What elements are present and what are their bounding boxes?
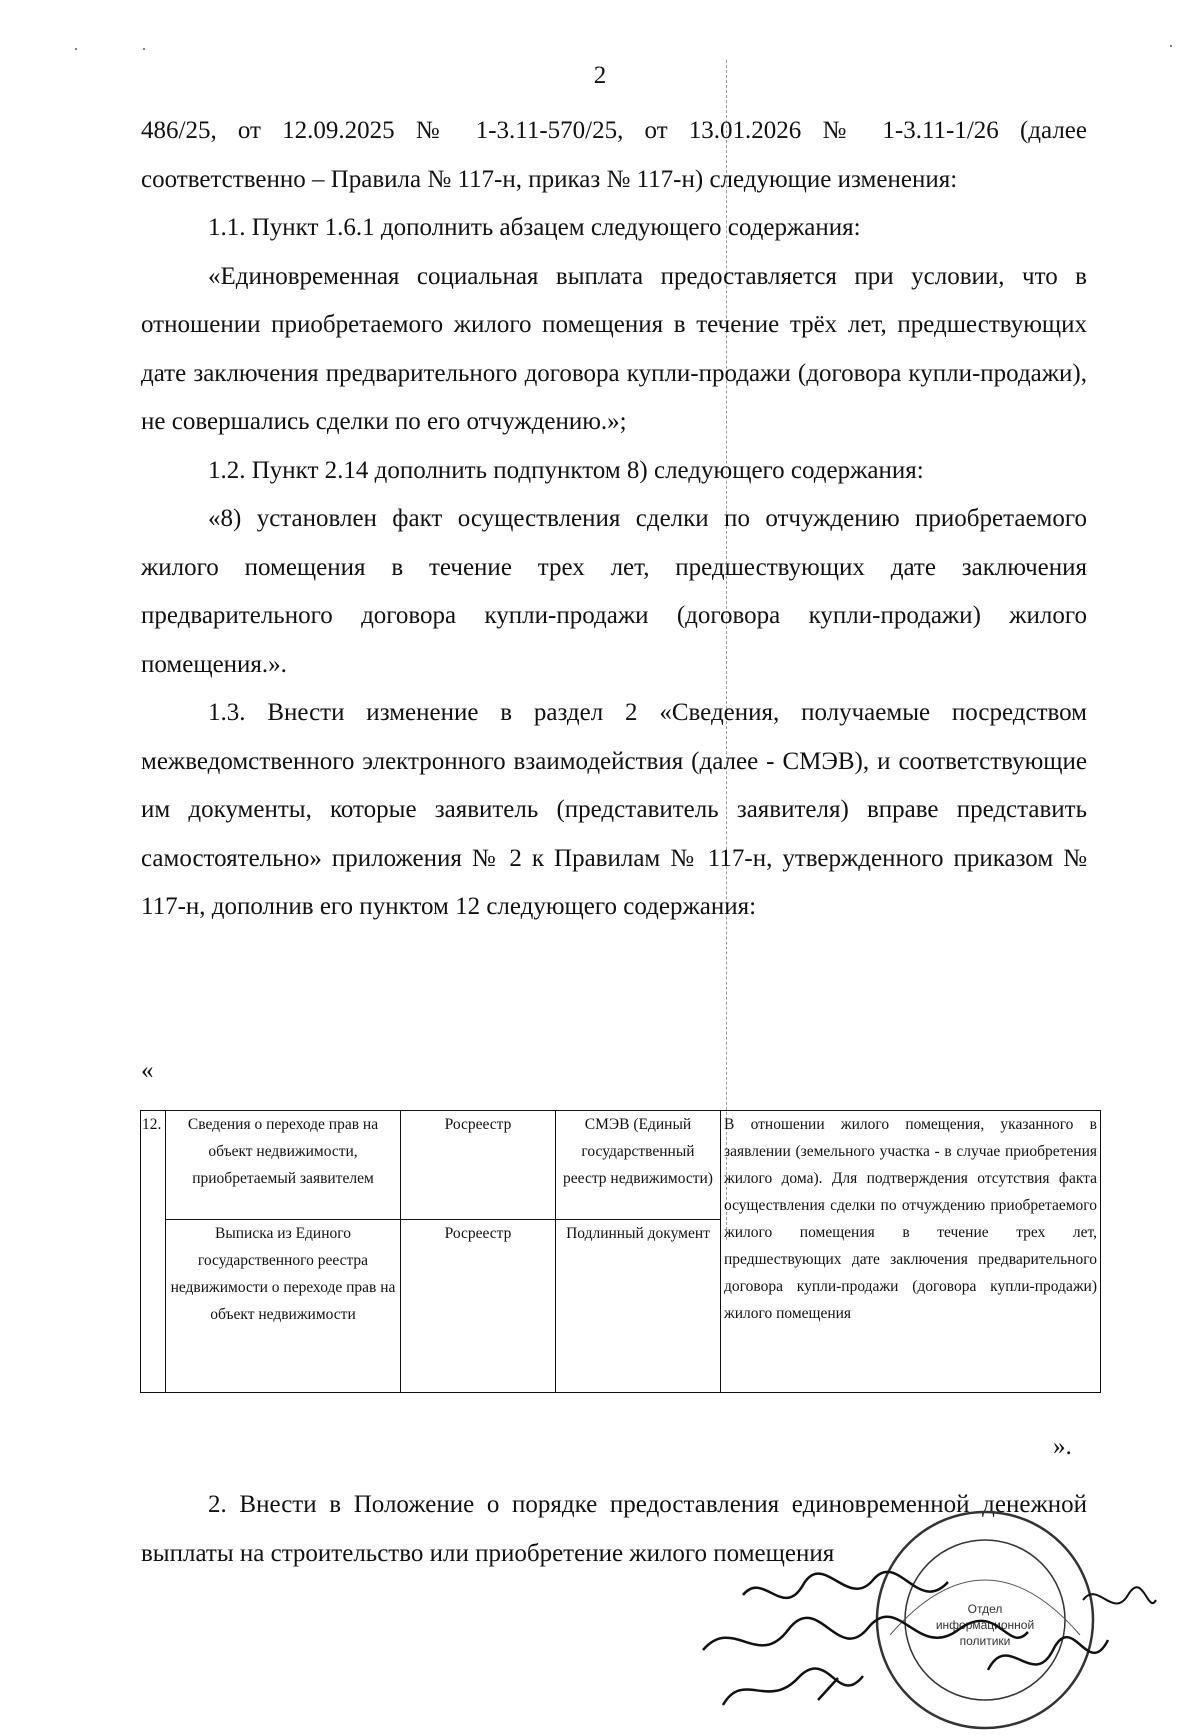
inserted-table xyxy=(140,1110,1101,1393)
scan-speck xyxy=(143,48,145,50)
handwritten-certification xyxy=(688,1560,1158,1719)
paragraph-1-3: 1.3. Внести изменение в раздел 2 «Сведения, получаемые посредством межведомственного электронного взаимодействия (далее - СМЭВ), и соответствующие им документы, которые заявитель (представитель заявителя) вправе представить самостоятельно» приложения № 2 к Правилам № 117-н, утвержденного приказом № 117-н, дополнив его пунктом 12 следующего содержания: xyxy=(141,699,1087,920)
paragraph-continuation: 486/25, от 12.09.2025 № 1-3.11-570/25, от 13.01.2026 № 1-3.11-1/26 (далее соответственно – Правила № 117-н, приказ № 117-н) следующие изменения: xyxy=(141,117,1087,193)
note-cell: В отношении жилого помещения, указанного в заявлении (земельного участка - в случае приобретения жилого дома). Для подтверждения отсутствия факта осуществления сделки по отчуждению приобретаемого жилого помещения в течение трех лет, предшествующих дате заключения предварительного договора купли-продажи (договора купли-продажи) жилого помещения xyxy=(721,1111,1101,1393)
method-cell: Подлинный документ xyxy=(556,1220,721,1393)
scan-speck xyxy=(1170,45,1172,47)
paragraph-1-2-quote: «8) установлен факт осуществления сделки по отчуждению приобретаемого жилого помещения в течение трех лет, предшествующих дате заключения предварительного договора купли-продажи (договора купли-продажи) жилого помещения.». xyxy=(141,505,1087,678)
svg-text:Отдел: Отдел xyxy=(967,1602,1003,1616)
svg-text:информационной: информационной xyxy=(935,1618,1035,1632)
table-row xyxy=(141,1111,1101,1220)
page-number: 2 xyxy=(593,62,607,89)
paragraph-1-1: 1.1. Пункт 1.6.1 дополнить абзацем следующего содержания: xyxy=(208,214,861,241)
provider-cell: Росреестр xyxy=(401,1111,556,1220)
main-text xyxy=(141,107,1087,932)
provider-cell: Росреестр xyxy=(401,1220,556,1393)
row-number-cell: 12. xyxy=(141,1111,166,1393)
paragraph-2: 2. Внести в Положение о порядке предоставления единовременной денежной выплаты на строительство или приобретение жилого помещения xyxy=(141,1491,1087,1567)
document-cell: Выписка из Единого государственного реестра недвижимости о переходе прав на объект недвижимости xyxy=(166,1220,401,1393)
svg-text:политики: политики xyxy=(959,1634,1011,1648)
info-cell: Сведения о переходе прав на объект недвижимости, приобретаемый заявителем xyxy=(166,1111,401,1220)
table-quote-close: ». xyxy=(1053,1433,1072,1460)
paragraph-1-1-quote: «Единовременная социальная выплата предоставляется при условии, что в отношении приобретаемого жилого помещения в течение трёх лет, предшествующих дате заключения предварительного договора купли-продажи (договора купли-продажи), не совершались сделки по его отчуждению.»; xyxy=(141,262,1087,435)
paragraph-1-2: 1.2. Пункт 2.14 дополнить подпунктом 8) следующего содержания: xyxy=(208,456,924,484)
method-cell: СМЭВ (Единый государственный реестр недвижимости) xyxy=(556,1111,721,1220)
scan-speck xyxy=(75,48,77,50)
table-quote-open: « xyxy=(141,1057,154,1084)
